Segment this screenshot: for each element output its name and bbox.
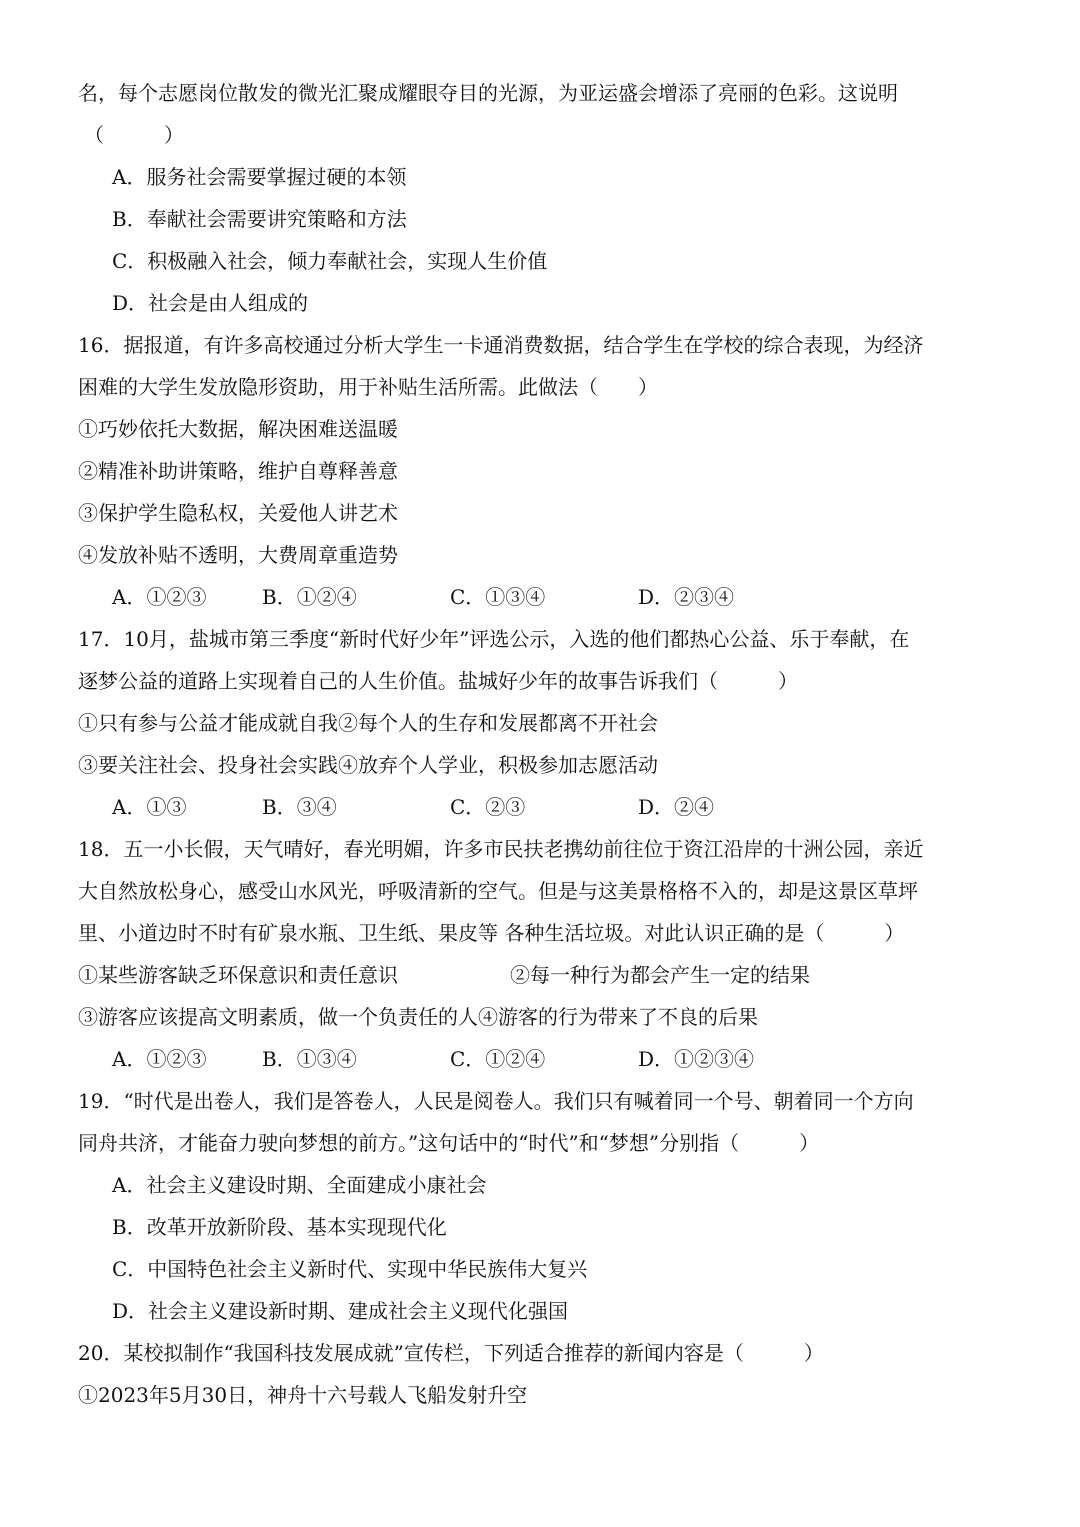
q16-statement-1: ①巧妙依托大数据，解决困难送温暖 [78, 417, 398, 441]
q15-stem-line: 名，每个志愿岗位散发的微光汇聚成耀眼夺目的光源，为亚运盛会增添了亮丽的色彩。这说明 [78, 81, 898, 105]
q15-answer-paren: （ ） [84, 123, 184, 147]
q16-choice-a: A．①②③ [112, 585, 207, 609]
q17-statements-1-2: ①只有参与公益才能成就自我②每个人的生存和发展都离不开社会 [78, 711, 658, 735]
q17-choice-b: B．③④ [262, 795, 337, 819]
q17-choice-a: A．①③ [112, 795, 187, 819]
q17-stem-line: 17．10月，盐城市第三季度“新时代好少年”评选公示，入选的他们都热心公益、乐于奉献，在 [78, 627, 910, 651]
q16-stem-line: 16．据报道，有许多高校通过分析大学生一卡通消费数据，结合学生在学校的综合表现，为经济 [78, 333, 924, 357]
q18-stem-line: 里、小道边时不时有矿泉水瓶、卫生纸、果皮等 各种生活垃圾。对此认识正确的是（ ） [78, 921, 905, 945]
q19-stem-line: 同舟共济，才能奋力驶向梦想的前方。”这句话中的“时代”和“梦想”分别指（ ） [78, 1131, 820, 1155]
q15-option-b: B．奉献社会需要讲究策略和方法 [112, 207, 407, 231]
q15-option-c: C．积极融入社会，倾力奉献社会，实现人生价值 [112, 249, 548, 273]
q16-statement-3: ③保护学生隐私权，关爱他人讲艺术 [78, 501, 398, 525]
q16-choice-b: B．①②④ [262, 585, 357, 609]
q15-option-d: D．社会是由人组成的 [112, 291, 309, 315]
q18-choice-c: C．①②④ [450, 1047, 546, 1071]
q19-option-d: D．社会主义建设新时期、建成社会主义现代化强国 [112, 1299, 569, 1323]
q15-option-a: A．服务社会需要掌握过硬的本领 [112, 165, 407, 189]
q16-statement-2: ②精准补助讲策略，维护自尊释善意 [78, 459, 398, 483]
q18-choice-d: D．①②③④ [638, 1047, 755, 1071]
q18-statement-2: ②每一种行为都会产生一定的结果 [510, 963, 810, 987]
q18-choices [78, 1038, 1003, 1080]
q18-stem-line: 18．五一小长假，天气晴好，春光明媚，许多市民扶老携幼前往位于资江沿岸的十洲公园，亲近 [78, 837, 924, 861]
q17-statements-3-4: ③要关注社会、投身社会实践④放弃个人学业，积极参加志愿活动 [78, 753, 658, 777]
q18-choice-a: A．①②③ [112, 1047, 207, 1071]
q19-option-a: A．社会主义建设时期、全面建成小康社会 [112, 1173, 487, 1197]
q17-stem-line: 逐梦公益的道路上实现着自己的人生价值。盐城好少年的故事告诉我们（ ） [78, 669, 798, 693]
q17-choice-c: C．②③ [450, 795, 526, 819]
q19-option-b: B．改革开放新阶段、基本实现现代化 [112, 1215, 447, 1239]
q19-stem-line: 19．“时代是出卷人，我们是答卷人，人民是阅卷人。我们只有喊着同一个号、朝着同一个方向 [78, 1089, 914, 1113]
q16-choice-d: D．②③④ [638, 585, 735, 609]
q16-stem-line: 困难的大学生发放隐形资助，用于补贴生活所需。此做法（ ） [78, 375, 658, 399]
q18-stem-line: 大自然放松身心，感受山水风光，呼吸清新的空气。但是与这美景格格不入的，却是这景区草坪 [78, 879, 918, 903]
q20-statement-1: ①2023年5月30日，神舟十六号载人飞船发射升空 [78, 1383, 528, 1407]
q18-statements-3-4: ③游客应该提高文明素质，做一个负责任的人④游客的行为带来了不良的后果 [78, 1005, 758, 1029]
q17-choices [78, 786, 1003, 828]
q16-choice-c: C．①③④ [450, 585, 546, 609]
q19-option-c: C．中国特色社会主义新时代、实现中华民族伟大复兴 [112, 1257, 588, 1281]
q18-choice-b: B．①③④ [262, 1047, 357, 1071]
q16-statement-4: ④发放补贴不透明，大费周章重造势 [78, 543, 398, 567]
q17-choice-d: D．②④ [638, 795, 715, 819]
q20-stem-line: 20．某校拟制作“我国科技发展成就”宣传栏，下列适合推荐的新闻内容是（ ） [78, 1341, 824, 1365]
q16-choices [78, 576, 1003, 618]
q18-statements-1-2 [78, 954, 1003, 996]
q18-statement-1: ①某些游客缺乏环保意识和责任意识 [78, 963, 398, 987]
exam-page [78, 72, 1003, 1416]
